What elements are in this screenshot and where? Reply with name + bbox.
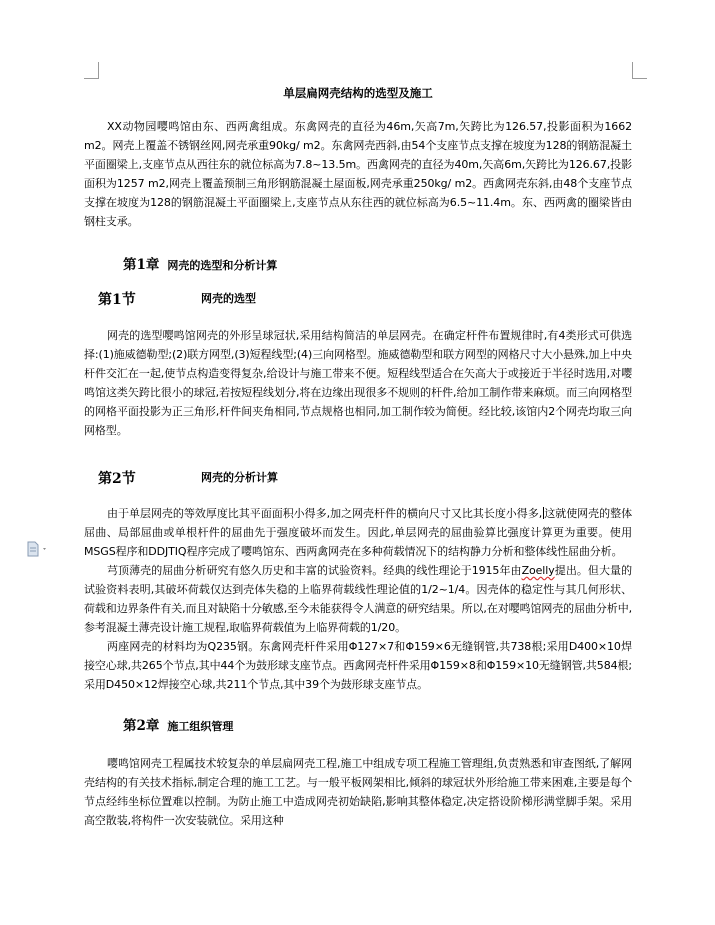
section-1-number: 第1节 (98, 292, 136, 308)
section-2-paragraph-2 (84, 561, 632, 637)
chapter-1-title: 网壳的选型和分析计算 (167, 259, 278, 272)
spellcheck-flagged-word[interactable]: Zoelly (521, 564, 555, 577)
section-2-paragraph-2-start: 芎顶薄壳的屈曲分析研究有悠久历史和丰富的试验资料。经典的线性理论于1915年由 (107, 564, 522, 577)
section-1-title: 网壳的选型 (201, 292, 256, 305)
section-1-heading (84, 289, 632, 309)
chapter-1-heading (84, 255, 632, 275)
section-2-title: 网壳的分析计算 (201, 471, 278, 484)
intro-paragraph: XX动物园嘤鸣馆由东、西两禽组成。东禽网壳的直径为46m,矢高7m,矢跨比为126.57,投影面积为1662 m2。网壳上覆盖不锈钢丝网,网壳承重90kg/ m2。东禽网壳西斜,由54个支座节点支撑在坡度为128的钢筋混凝土平面圈梁上,支座节点从西往东的就位标高为7.8~13.5m。西禽网壳的直径为40m,矢高6m,矢跨比为126.67,投影面积为1257 m2,网壳上覆盖预制三角形钢筋混凝土屋面板,网壳承重250kg/ m2。西禽网壳东斜,由48个支座节点支撑在坡度为128的钢筋混凝土平面圈梁上,支座节点从东往西的就位标高为6.5~11.4m。东、西两禽的圈梁皆由钢柱支承。 (84, 120, 632, 228)
section-2-paragraph-1-line-1: 由于单层网壳的等效厚度比其平面面积小得多,加之网壳杆件的横向尺寸又比其长度小得多, (107, 507, 543, 520)
section-2-number: 第2节 (98, 471, 136, 487)
chapter-2-title: 施工组织管理 (167, 720, 234, 733)
document-icon[interactable] (26, 541, 50, 557)
section-1-paragraph: 网壳的选型嘤鸣馆网壳的外形呈球冠状,采用结构简洁的单层网壳。在确定杆件布置规律时,有4类形式可供选择:(1)施威德勒型;(2)联方网型,(3)短程线型;(4)三向网格型。施威德勒型和联方网型的网格尺寸大小悬殊,加上中央杆件交汇在一起,使节点构造变得复杂,给设计与施工带来不便。短程线型适合在矢高大于或接近于半径时选用,对嘤鸣馆这类矢跨比很小的球冠,若按短程线划分,将在边缘出现很多不规则的杆件,给加工制作带来麻烦。而三向网格型的网格平面投影为正三角形,杆件间夹角相同,节点规格也相同,加工制作较为简便。经比较,该馆内2个网壳均取三向网格型。 (84, 329, 632, 437)
section-2-paragraph-1-rest: 这就使网壳的整体屈曲、局部屈曲或单根杆件的屈曲先于强度破坏而发生。因此,单层网壳的屈曲验算比强度计算更为重要。使用MSGS程序和DDJTIQ程序完成了嘤鸣馆东、西两禽网壳在多种荷载情况下的结构静力分析和整体线性屈曲分析。 (84, 507, 633, 558)
section-2-paragraph-2-rest: 提出。但大量的试验资料表明,其破坏荷载仅达到壳体失稳的上临界荷载线性理论值的1/2~1/4。因壳体的稳定性与其几何形状、荷载和边界条件有关,而且对缺陷十分敏感,至今未能获得令人满意的研究结果。所以,在对嘤鸣馆网壳的屈曲分析中,参考混凝土薄壳设计施工规程,取临界荷载值为上临界荷载的1/20。 (84, 564, 632, 634)
chapter-2-number: 第2章 (123, 718, 160, 734)
chapter-2-paragraph: 嘤鸣馆网壳工程属技术较复杂的单层扁网壳工程,施工中组成专项工程施工管理组,负责熟悉和审查图纸,了解网壳结构的有关技术指标,制定合理的施工工艺。与一般平板网架相比,倾斜的球冠状外形给施工带来困难,主要是每个节点经纬坐标位置难以控制。为防止施工中造成网壳初始缺陷,影响其整体稳定,决定搭设阶梯形满堂脚手架。采用高空散装,将构件一次安装就位。采用这种 (84, 757, 632, 827)
page-corner-marker-top-left (84, 62, 99, 79)
section-2-paragraph-3: 两座网壳的材料均为Q235钢。东禽网壳杆件采用Φ127×7和Φ159×6无缝钢管,共738根;采用D400×10焊接空心球,共265个节点,其中44个为鼓形球支座节点。西禽网壳杆件采用Φ159×8和Φ159×10无缝钢管,共584根;采用D450×12焊接空心球,共211个节点,其中39个为鼓形球支座节点。 (84, 640, 632, 691)
document-body (84, 82, 632, 830)
chapter-2-heading (84, 716, 632, 736)
document-title: 单层扁网壳结构的选型及施工 (283, 86, 433, 100)
section-2-heading (84, 468, 632, 488)
chapter-1-number: 第1章 (123, 257, 160, 273)
page-corner-marker-top-right (632, 62, 647, 79)
section-2-paragraph-1 (84, 504, 632, 561)
